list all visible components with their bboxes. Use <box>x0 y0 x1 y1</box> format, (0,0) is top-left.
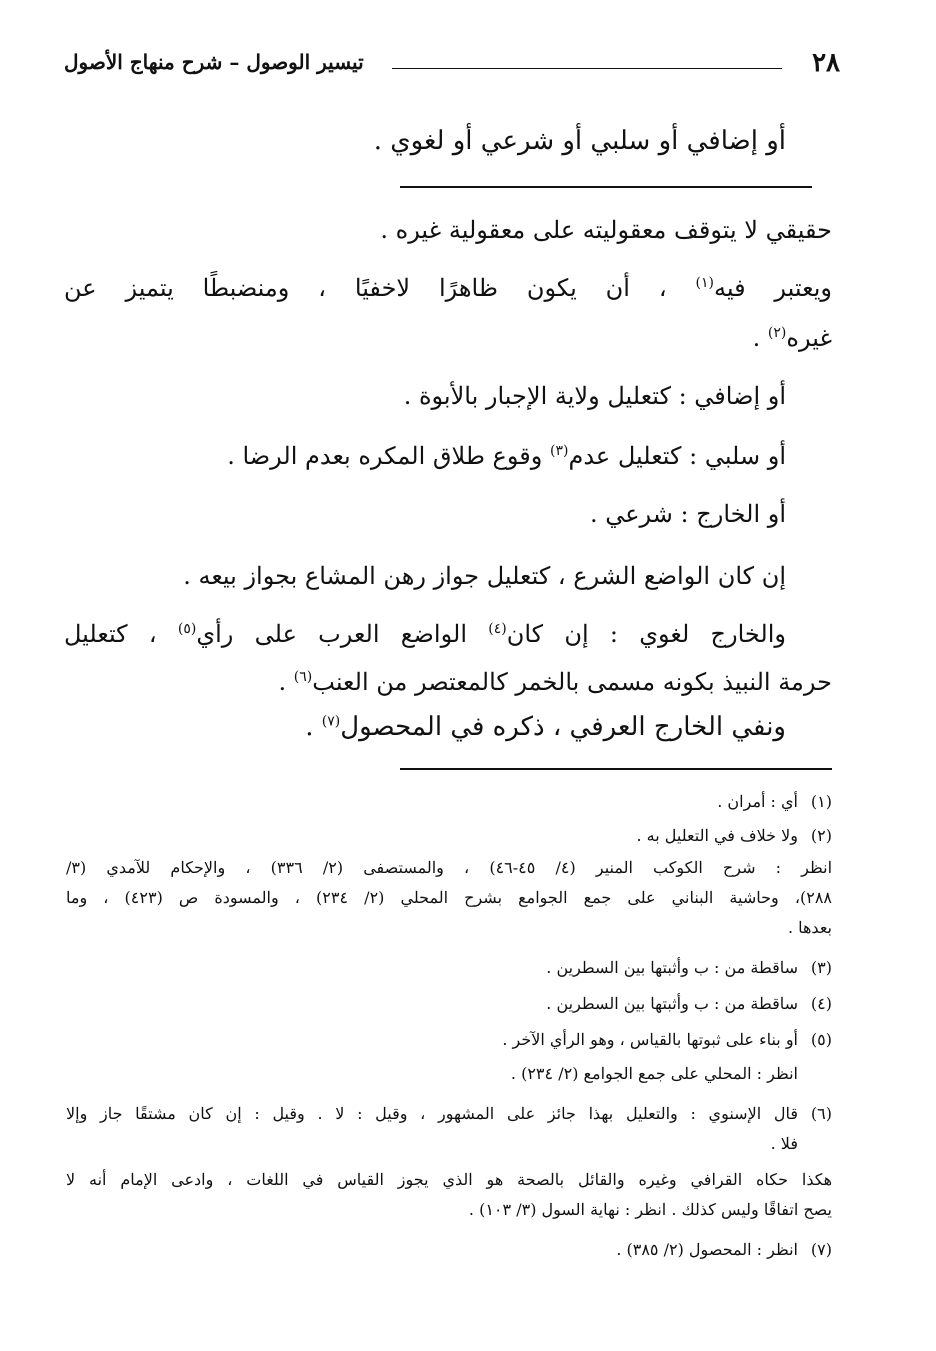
body-line-2-end: ، أن يكون ظاهرًا لاخفيًا ، ومنضبطًا يتميز عن <box>64 274 667 302</box>
body-line-3-text: غيره <box>786 324 832 352</box>
footnote-7-text: انظر : المحصول (٢/ ٣٨٥) . <box>616 1240 798 1259</box>
body-line-4: أو إضافي : كتعليل ولاية الإجبار بالأبوة . <box>403 382 786 410</box>
footnote-2-cont-3: بعدها . <box>787 918 832 937</box>
body-line-8-start: والخارج لغوي : إن كان <box>506 620 786 648</box>
body-line-1: حقيقي لا يتوقف معقوليته على معقولية غيره . <box>380 216 832 244</box>
matn-line-1: أو إضافي أو سلبي أو شرعي أو لغوي . <box>373 126 786 156</box>
footnote-5-text: أو بناء على ثبوتها بالقياس ، وهو الرأي الآخر . <box>502 1030 798 1049</box>
body-line-8-end: ، كتعليل <box>64 620 157 648</box>
footnote-4-number: (٤) <box>810 994 832 1013</box>
matn-line-2-text: ونفي الخارج العرفي ، ذكره في المحصول <box>340 712 786 742</box>
body-line-9-period: . <box>278 668 287 696</box>
footnote-ref-5: (٥) <box>177 621 197 637</box>
page-number: ٢٨ <box>812 48 840 78</box>
matn-line-2 <box>305 712 786 742</box>
body-line-8 <box>64 614 786 654</box>
footnote-6-cont-3: يصح اتفاقًا وليس كذلك . انظر : نهاية السول (٣/ ١٠٣) . <box>468 1200 832 1219</box>
matn-underline-2 <box>400 768 832 770</box>
body-line-9-text: حرمة النبيذ بكونه مسمى بالخمر كالمعتصر من العنب <box>312 668 832 696</box>
body-line-2-start: ويعتبر فيه <box>713 274 832 302</box>
footnote-4-text: ساقطة من : ب وأثبتها بين السطرين . <box>546 994 798 1013</box>
footnote-6-cont-2: هكذا حكاه القرافي وغيره والقائل بالصحة هو الذي يجوز القياس في اللغات ، وادعى الإمام أنه لا <box>66 1170 832 1189</box>
footnote-3-text: ساقطة من : ب وأثبتها بين السطرين . <box>546 958 798 977</box>
footnote-1-number: (١) <box>810 792 832 811</box>
footnote-ref-7: (٧) <box>321 713 341 730</box>
body-line-7: إن كان الواضع الشرع ، كتعليل جواز رهن المشاع بجواز بيعه . <box>183 562 786 590</box>
footnote-6-cont-1: فلا . <box>770 1134 798 1153</box>
body-line-5 <box>227 436 786 476</box>
footnote-6-number: (٦) <box>810 1104 832 1123</box>
body-line-2 <box>64 268 832 308</box>
footnote-2-cont-1: انظر : شرح الكوكب المنير (٤/ ٤٥-٤٦) ، والمستصفى (٢/ ٣٣٦) ، والإحكام للآمدي (٣/ <box>66 858 833 877</box>
running-title: تيسير الوصول – شرح منهاج الأصول <box>64 50 364 74</box>
body-line-5-end: وقوع طلاق المكره بعدم الرضا . <box>227 442 543 470</box>
footnote-ref-6: (٦) <box>293 669 313 685</box>
footnote-7-number: (٧) <box>810 1240 832 1259</box>
header-rule <box>392 68 782 69</box>
body-line-3-period: . <box>752 324 761 352</box>
body-line-9 <box>279 662 833 702</box>
footnote-ref-2: (٢) <box>767 325 787 341</box>
footnote-ref-3: (٣) <box>549 443 569 459</box>
matn-line-2-period: . <box>305 712 314 742</box>
footnote-2-text: ولا خلاف في التعليل به . <box>636 826 798 845</box>
footnote-ref-4: (٤) <box>488 621 507 637</box>
footnote-6-text: قال الإسنوي : والتعليل بهذا جائز على المشهور ، وقيل : لا . وقيل : إن كان مشتقًا جاز وإلا <box>66 1104 798 1123</box>
footnote-3-number: (٣) <box>810 958 832 977</box>
body-line-8-mid: الواضع العرب على رأي <box>196 620 467 648</box>
footnote-ref-1: (١) <box>695 275 714 291</box>
body-line-3 <box>753 318 832 358</box>
body-line-5-start: أو سلبي : كتعليل عدم <box>568 442 786 470</box>
footnote-2-number: (٢) <box>810 826 832 845</box>
footnote-5-cont-1: انظر : المحلي على جمع الجوامع (٢/ ٢٣٤) . <box>510 1064 798 1083</box>
body-line-6: أو الخارج : شرعي . <box>589 500 786 528</box>
matn-underline-1 <box>400 186 812 188</box>
footnote-2-cont-2: ٢٨٨)، وحاشية البناني على جمع الجوامع بشرح المحلي (٢/ ٢٣٤) ، والمسودة ص (٤٢٣) ، وما <box>66 888 833 907</box>
footnote-5-number: (٥) <box>810 1030 832 1049</box>
footnote-1-text: أي : أمران . <box>717 792 798 811</box>
